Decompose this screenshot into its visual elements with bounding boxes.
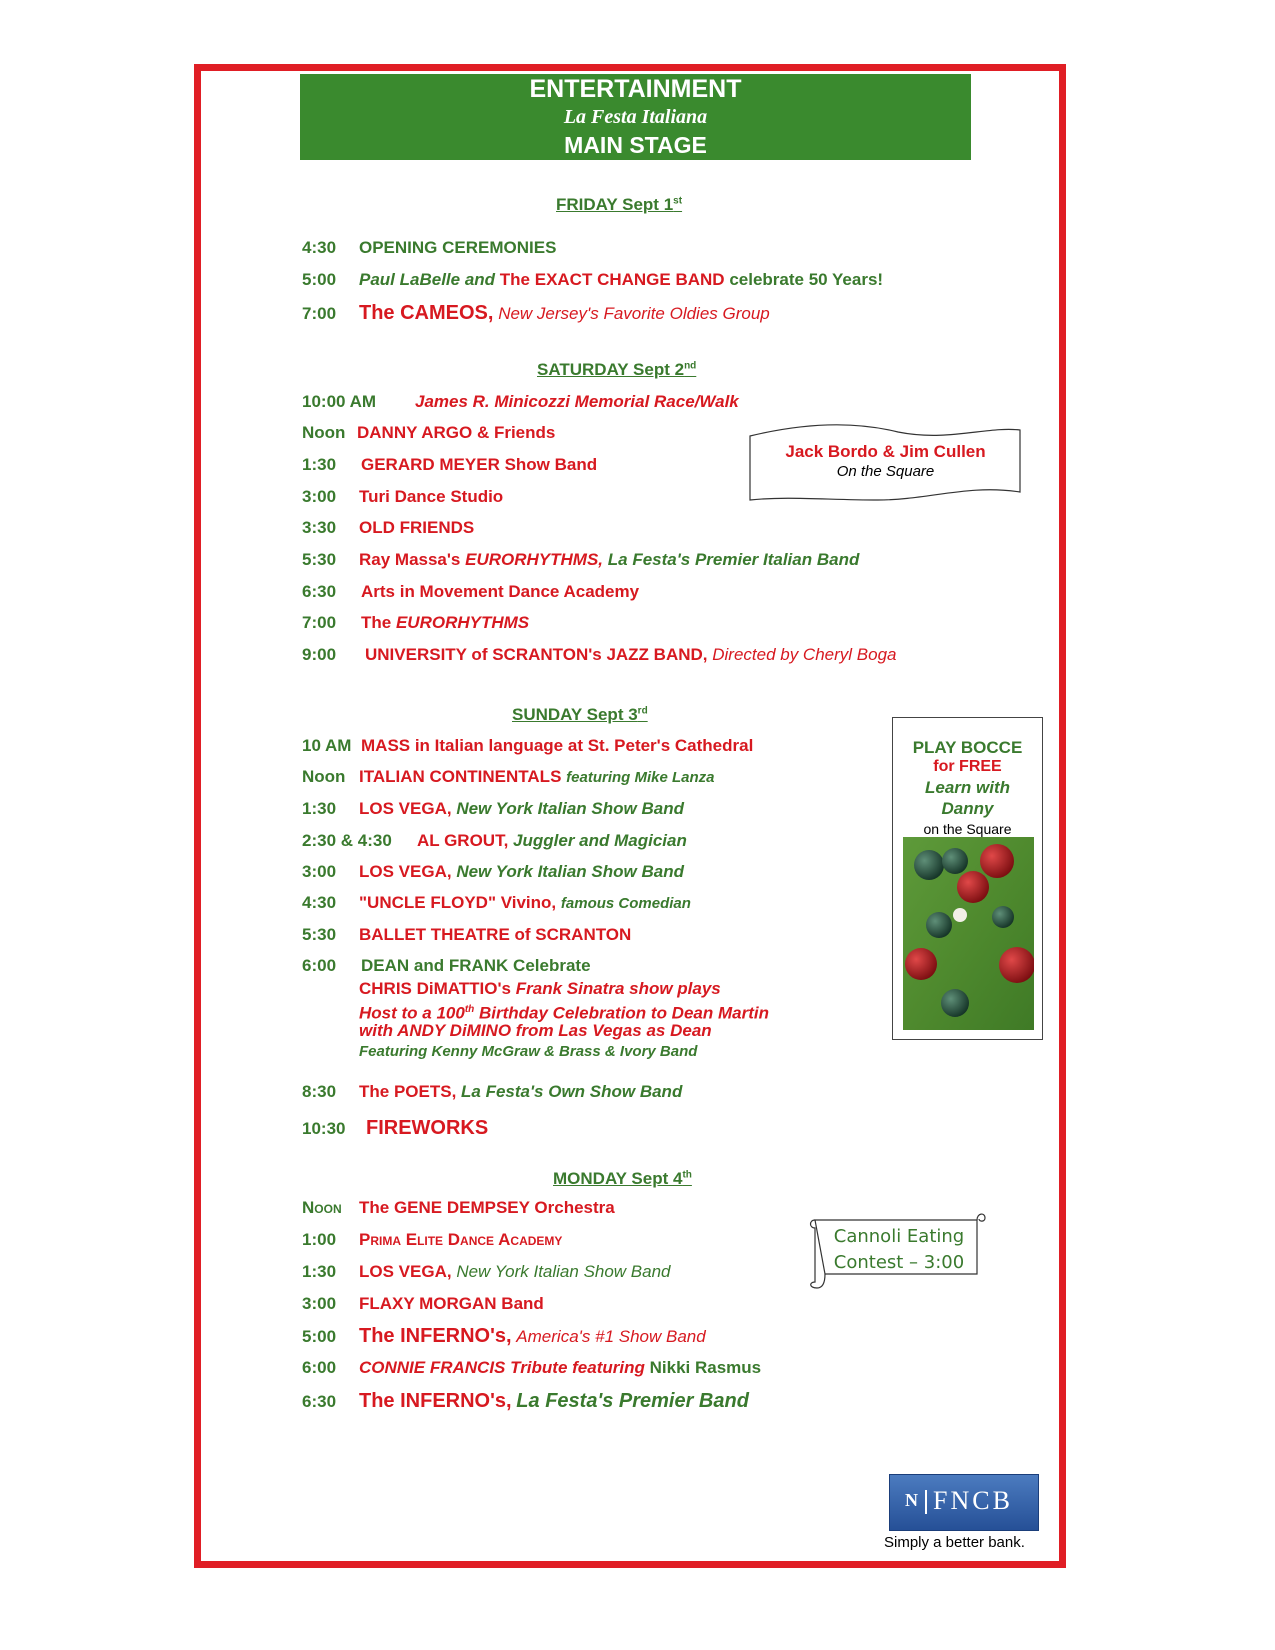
sinatra-line-2: Host to a 100th Birthday Celebration to Dean Martin: [359, 1003, 769, 1023]
header-stage: MAIN STAGE: [300, 130, 971, 160]
schedule-row: 7:00 The CAMEOS, New Jersey's Favorite Oldies Group: [302, 302, 770, 324]
day-heading-saturday: SATURDAY Sept 2nd: [537, 360, 697, 379]
bocce-line-4: Danny: [941, 799, 994, 818]
fncb-name: FNCB: [933, 1486, 1013, 1515]
schedule-row: Noon The GENE DEMPSEY Orchestra: [302, 1198, 615, 1217]
schedule-row: 3:30 OLD FRIENDS: [302, 518, 475, 537]
scroll-shape: [807, 1210, 992, 1290]
schedule-row: 1:30 LOS VEGA, New York Italian Show Band: [302, 799, 684, 818]
schedule-row: 1:00 Prima Elite Dance Academy: [302, 1230, 563, 1249]
schedule-row: 5:30 BALLET THEATRE of SCRANTON: [302, 925, 632, 944]
banner-line-1: Jack Bordo & Jim Cullen: [785, 442, 986, 461]
schedule-row: 6:30 Arts in Movement Dance Academy: [302, 582, 640, 601]
schedule-row: 5:00 The INFERNO's, America's #1 Show Band: [302, 1325, 706, 1347]
bocce-line-5: on the Square: [923, 821, 1012, 837]
schedule-row: 4:30 OPENING CEREMONIES: [302, 238, 557, 257]
schedule-row: 4:30 "UNCLE FLOYD" Vivino, famous Comedian: [302, 893, 691, 912]
bocce-balls-photo: [903, 837, 1034, 1030]
bocce-line-3: Learn with: [924, 778, 1010, 797]
schedule-row: 10:00 AM James R. Minicozzi Memorial Race/Walk: [302, 392, 739, 411]
schedule-row: 10:30 FIREWORKS: [302, 1117, 489, 1139]
schedule-row: 10 AM MASS in Italian language at St. Peter's Cathedral: [302, 736, 754, 755]
fncb-mark-icon: N: [905, 1490, 918, 1510]
schedule-row: 3:00 Turi Dance Studio: [302, 487, 504, 506]
schedule-row: 6:30 The INFERNO's, La Festa's Premier Band: [302, 1390, 749, 1412]
schedule-row: 1:30 LOS VEGA, New York Italian Show Band: [302, 1262, 671, 1281]
day-heading-sunday: SUNDAY Sept 3rd: [512, 705, 648, 724]
banner-line-2: On the Square: [836, 463, 935, 480]
cannoli-line-2: Contest – 3:00: [833, 1252, 965, 1273]
schedule-row: 3:00 LOS VEGA, New York Italian Show Band: [302, 862, 684, 881]
sinatra-line-3: with ANDY DiMINO from Las Vegas as Dean: [359, 1021, 712, 1040]
cannoli-line-1: Cannoli Eating: [833, 1226, 965, 1247]
sinatra-line-1: CHRIS DiMATTIO's Frank Sinatra show plays: [359, 979, 721, 998]
schedule-row: 2:30 & 4:30 AL GROUT, Juggler and Magician: [302, 831, 687, 850]
fncb-logo: [889, 1474, 1039, 1531]
schedule-row: 3:00 FLAXY MORGAN Band: [302, 1294, 544, 1313]
schedule-row: 7:00 The EURORHYTHMS: [302, 613, 530, 632]
bocce-line-1: PLAY BOCCE: [912, 738, 1023, 757]
schedule-row: 1:30 GERARD MEYER Show Band: [302, 455, 598, 474]
schedule-row: 8:30 The POETS, La Festa's Own Show Band: [302, 1082, 683, 1101]
schedule-row: 5:30 Ray Massa's EURORHYTHMS, La Festa's Premier Italian Band: [302, 550, 860, 569]
schedule-row: 6:00 DEAN and FRANK Celebrate: [302, 956, 591, 975]
sinatra-line-4: Featuring Kenny McGraw & Brass & Ivory Band: [359, 1043, 698, 1060]
schedule-row: 5:00 Paul LaBelle and The EXACT CHANGE BAND celebrate 50 Years!: [302, 270, 884, 289]
day-heading-friday: FRIDAY Sept 1st: [556, 195, 683, 214]
header-title: ENTERTAINMENT: [300, 74, 971, 104]
cannoli-scroll: [807, 1210, 992, 1290]
header-subtitle: La Festa Italiana: [300, 104, 971, 130]
schedule-row: Noon DANNY ARGO & Friends: [302, 423, 556, 442]
day-heading-monday: MONDAY Sept 4th: [553, 1169, 692, 1188]
banner-jack-bordo: [748, 420, 1023, 506]
schedule-row: 6:00 CONNIE FRANCIS Tribute featuring Nikki Rasmus: [302, 1358, 762, 1377]
schedule-row: Noon ITALIAN CONTINENTALS featuring Mike Lanza: [302, 767, 715, 786]
fncb-divider: [925, 1490, 927, 1514]
fncb-tagline: Simply a better bank.: [884, 1534, 1025, 1551]
bocce-line-2: for FREE: [933, 758, 1002, 775]
bocce-box: [892, 717, 1043, 1040]
schedule-row: 9:00 UNIVERSITY of SCRANTON's JAZZ BAND, Directed by Cheryl Boga: [302, 645, 897, 664]
